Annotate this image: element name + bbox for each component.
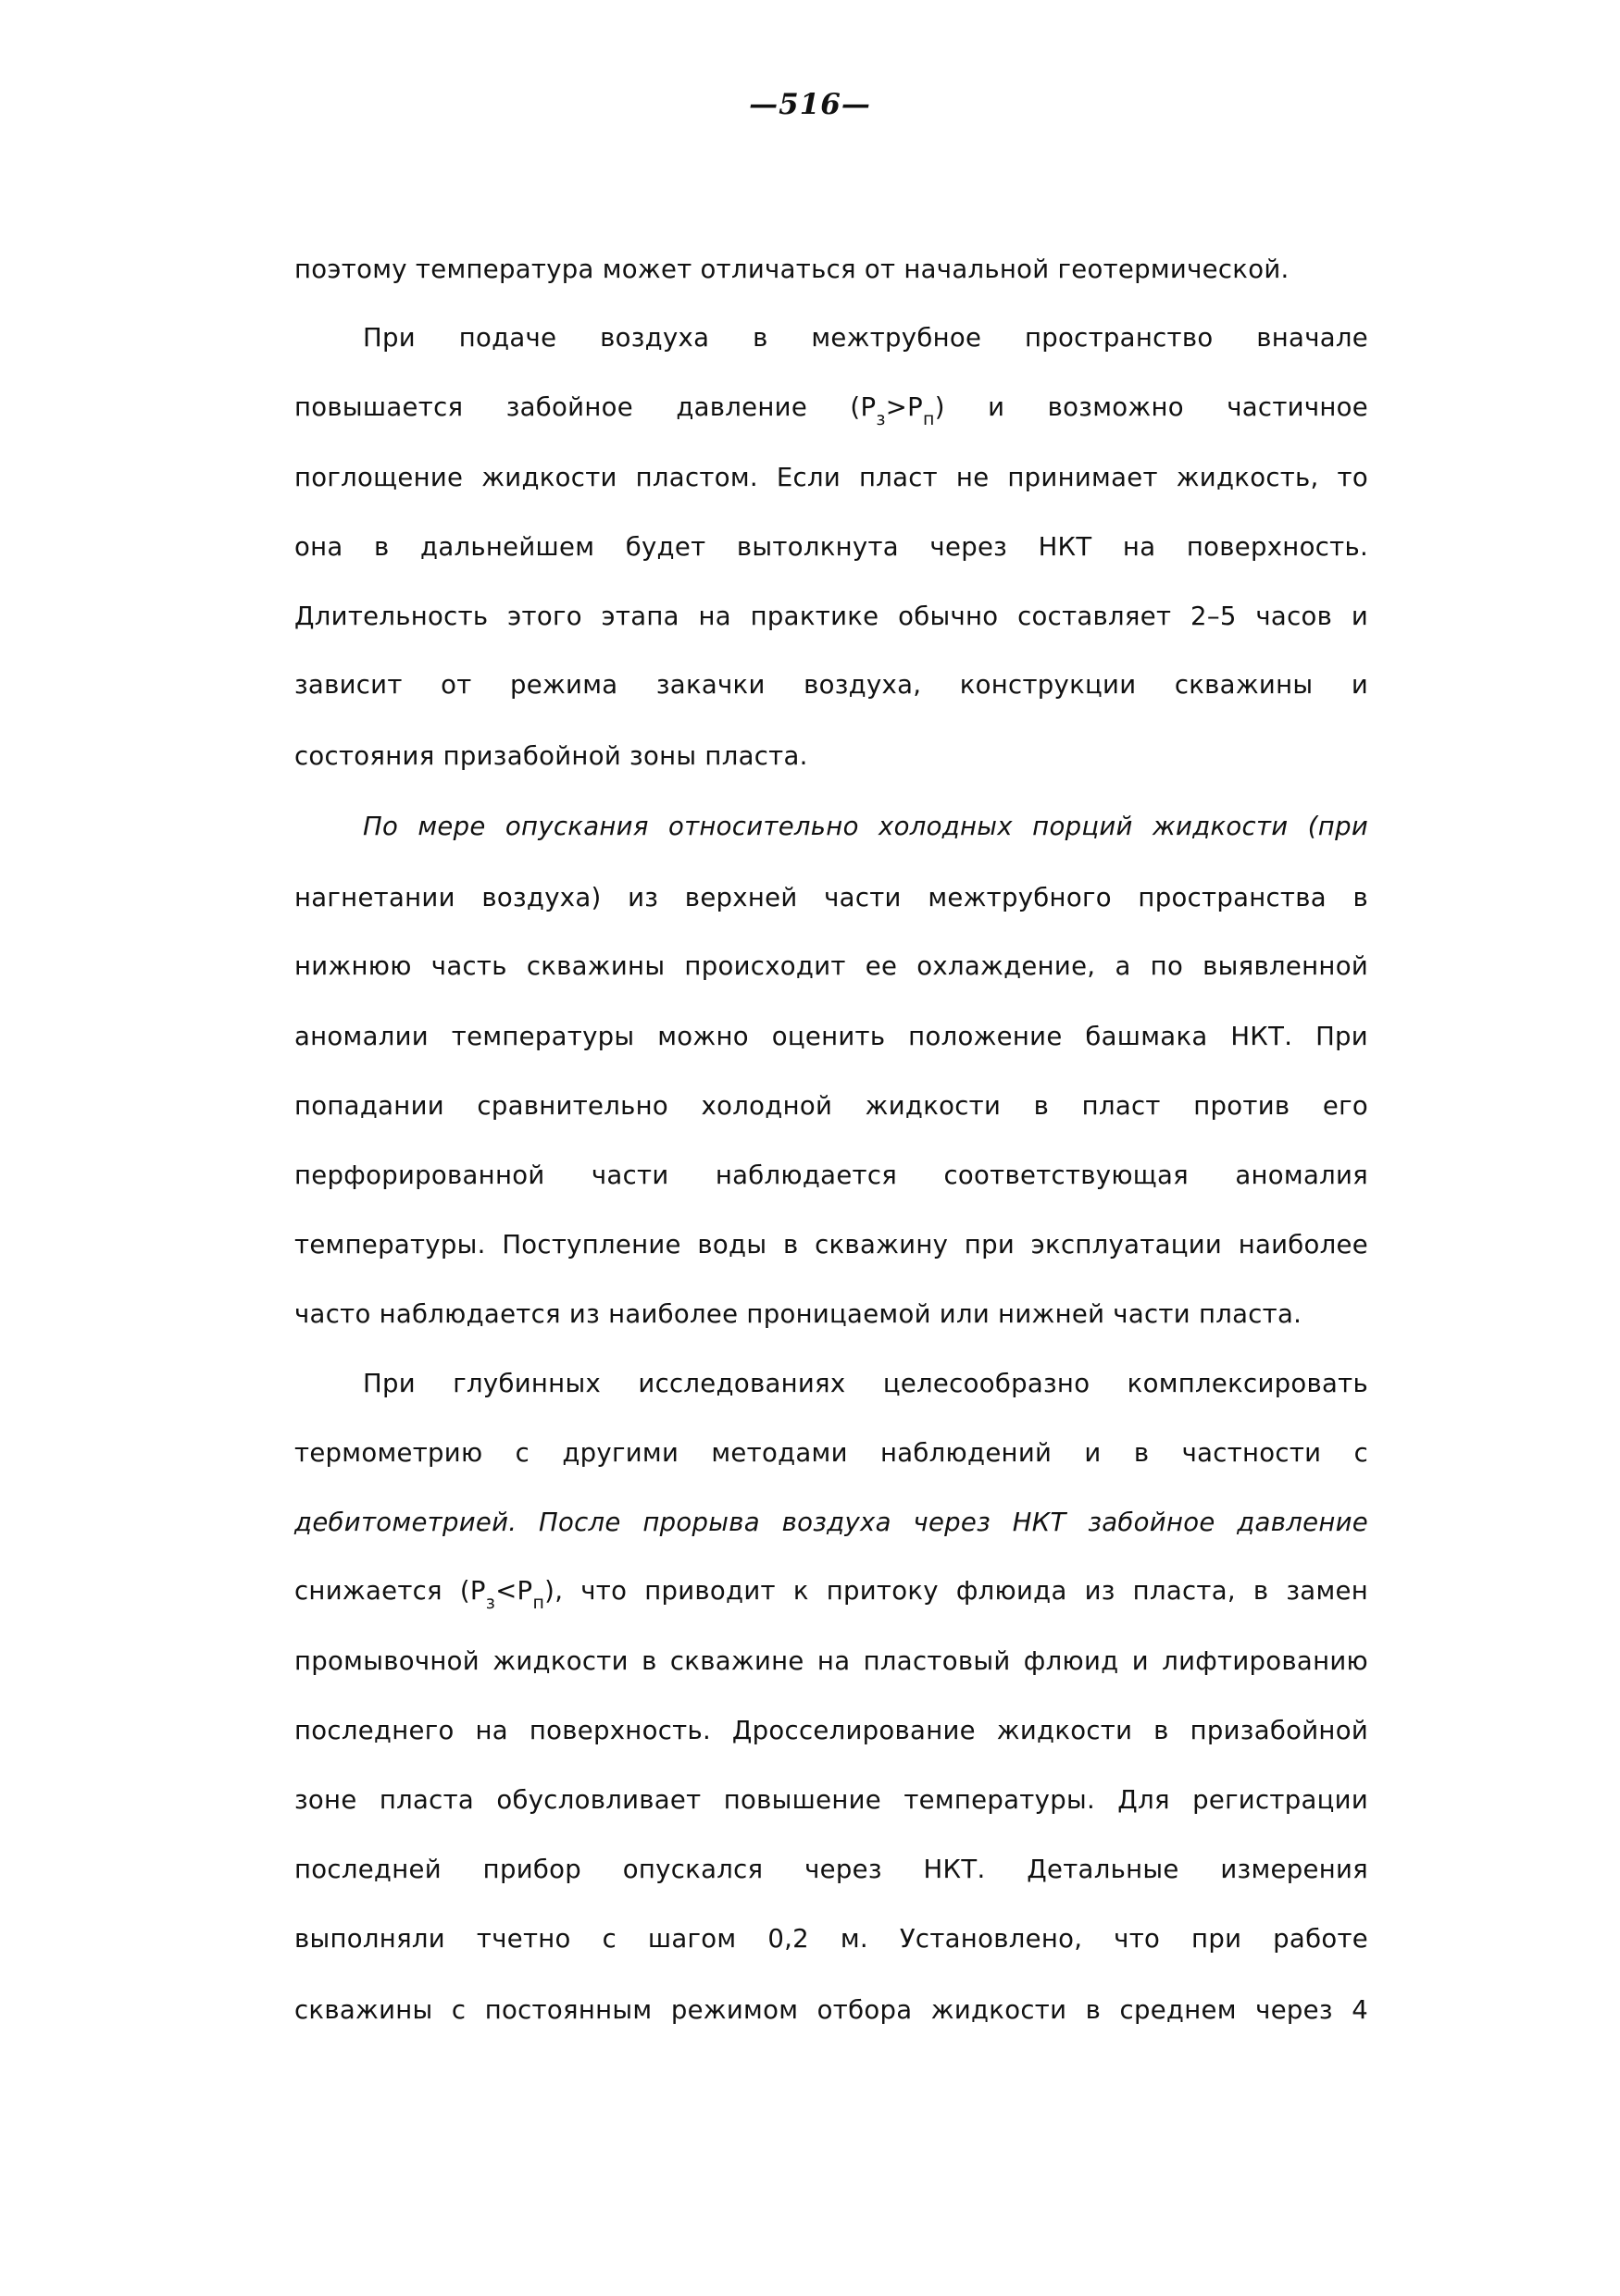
text-line: выполняли тчетно с шагом 0,2 м. Установлено, что при работе [294, 1924, 1368, 1954]
text-line: она в дальнейшем будет вытолкнута через НКТ на поверхность. [294, 532, 1368, 562]
subscript: п [532, 1593, 545, 1613]
text-line: последней прибор опускался через НКТ. Детальные измерения [294, 1855, 1368, 1884]
text-line: дебитометрией. После прорыва воздуха через НКТ забойное давление [294, 1508, 1368, 1537]
text-segment: >P [885, 392, 923, 422]
text-line-with-formula [294, 389, 1368, 429]
text-line: температуры. Поступление воды в скважину при эксплуатации наиболее [294, 1230, 1368, 1260]
text-line: попадании сравнительно холодной жидкости в пласт против его [294, 1091, 1368, 1121]
text-line: нижнюю часть скважины происходит ее охлаждение, а по выявленной [294, 951, 1368, 981]
text-line: По мере опускания относительно холодных порций жидкости (при [363, 812, 1368, 841]
text-line: поглощение жидкости пластом. Если пласт не принимает жидкость, то [294, 463, 1368, 492]
subscript: з [485, 1593, 496, 1613]
text-line: зоне пласта обусловливает повышение температуры. Для регистрации [294, 1785, 1368, 1815]
text-line: термометрию с другими методами наблюдений и в частности с [294, 1438, 1368, 1468]
text-line: Длительность этого этапа на практике обычно составляет 2–5 часов и [294, 602, 1368, 631]
page-number: —516— [749, 88, 871, 121]
text-line: последнего на поверхность. Дросселирование жидкости в призабойной [294, 1716, 1368, 1745]
text-line: состояния призабойной зоны пласта. [294, 741, 808, 771]
text-line: поэтому температура может отличаться от начальной геотермической. [294, 254, 1290, 284]
text-segment: повышается забойное давление (P [294, 392, 877, 422]
text-line-with-formula [294, 1572, 1368, 1613]
text-line: нагнетании воздуха) из верхней части межтрубного пространства в [294, 883, 1368, 912]
text-line: промывочной жидкости в скважине на пластовый флюид и лифтированию [294, 1646, 1368, 1676]
text-segment: ), что приводит к притоку флюида из пласта, в замен [544, 1576, 1368, 1606]
text-line: При подаче воздуха в межтрубное пространство вначале [363, 323, 1368, 353]
text-segment: ) и возможно частичное [934, 392, 1368, 422]
text-line: часто наблюдается из наиболее проницаемой или нижней части пласта. [294, 1299, 1302, 1329]
text-line: зависит от режима закачки воздуха, конструкции скважины и [294, 670, 1368, 700]
text-line: перфорированной части наблюдается соответствующая аномалия [294, 1160, 1368, 1190]
text-line: аномалии температуры можно оценить положение башмака НКТ. При [294, 1022, 1368, 1051]
subscript: з [876, 409, 886, 429]
text-segment: снижается (P [294, 1576, 486, 1606]
text-segment: <P [495, 1576, 533, 1606]
text-line: При глубинных исследованиях целесообразно комплексировать [363, 1369, 1368, 1398]
text-line: скважины с постоянным режимом отбора жидкости в среднем через 4 [294, 1995, 1368, 2025]
subscript: п [922, 409, 935, 429]
